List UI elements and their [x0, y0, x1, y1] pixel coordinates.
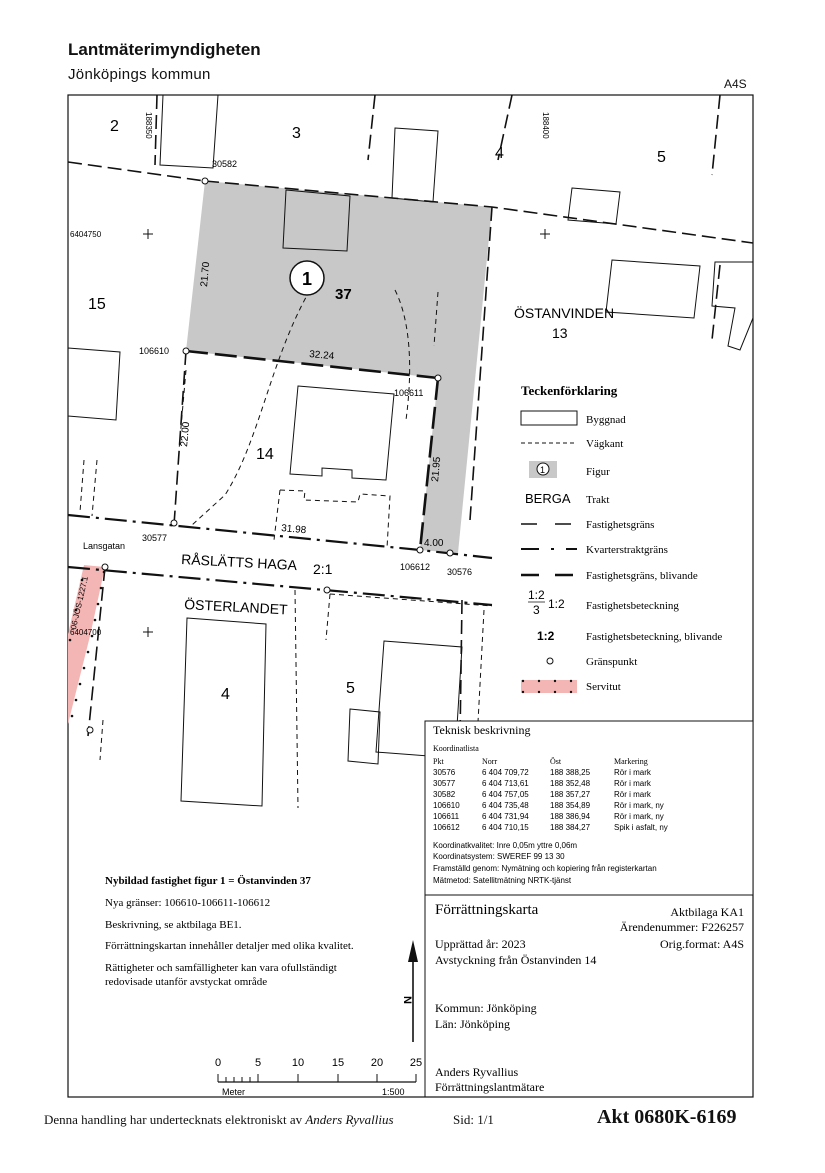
table-cell: 106611 [433, 812, 460, 821]
parcel-number: 15 [88, 296, 106, 313]
surveyor-role: Förrättningslantmätare [435, 1080, 545, 1094]
designation-bold-icon: 1:2 [537, 629, 555, 643]
surveyor-name: Anders Ryvallius [435, 1065, 519, 1079]
measurement-label: 32.24 [308, 349, 335, 363]
legend-title: Teckenförklaring [521, 383, 618, 398]
point-label: 106612 [400, 562, 431, 572]
boundary-point-icon [547, 658, 553, 664]
parcel-number: 14 [256, 446, 274, 463]
table-cell: 6 404 757,05 [482, 790, 529, 799]
block-name-middle: RÅSLÄTTS HAGA [180, 551, 298, 574]
table-cell: 188 357,27 [550, 790, 591, 799]
column-header: Pkt [433, 757, 444, 766]
block-number-middle: 2:1 [313, 561, 333, 577]
legend-label: Figur [586, 466, 610, 478]
case-description: Avstyckning från Östanvinden 14 [435, 953, 597, 967]
scale-bar [215, 1057, 422, 1097]
table-cell: Rör i mark [614, 779, 651, 788]
table-cell: 6 404 709,72 [482, 768, 529, 777]
scale-tick-label: 25 [409, 1057, 423, 1069]
info-rights: redovisade utanför avstyckat område [105, 976, 268, 988]
table-cell: Spik i asfalt, ny [614, 823, 668, 832]
easement-label: 06-JÖS-1227.1 [68, 575, 90, 631]
block-name-upper: ÖSTANVINDEN [514, 305, 615, 321]
measurement-label: 21.95 [430, 456, 444, 483]
measurement-label: 21.70 [199, 261, 213, 288]
north-arrow-icon [401, 940, 418, 1042]
year-label: Upprättad år: 2023 [435, 937, 526, 951]
coord-label-y-bottom: 6404700 [70, 628, 102, 637]
act-number: Akt 0680K-6169 [597, 1106, 737, 1128]
designation-text-icon: 1:2 [528, 588, 545, 602]
table-cell: 6 404 710,15 [482, 823, 529, 832]
parcel-number: 4 [221, 686, 230, 703]
coord-label-x-right: 188400 [541, 112, 550, 139]
scale-tick-label: 10 [291, 1057, 305, 1069]
table-cell: 106612 [433, 823, 460, 832]
building-outline-icon [521, 411, 577, 425]
table-cell: 188 384,27 [550, 823, 591, 832]
legend-label: Fastighetsgräns [586, 519, 655, 531]
table-cell: Rör i mark, ny [614, 812, 664, 821]
designation-text-bottom: 3 [533, 603, 540, 617]
point-label: 30576 [447, 567, 473, 577]
column-header: Markering [614, 757, 648, 766]
easement-fill-icon [521, 680, 577, 693]
scale-tick-label: 20 [370, 1057, 384, 1069]
block-name-lower: ÖSTERLANDET [183, 596, 289, 618]
measurement-label: 4.00 [424, 538, 444, 549]
legend-label: Fastighetsbeteckning [586, 600, 679, 612]
table-cell: 188 352,48 [550, 779, 591, 788]
column-header: Norr [482, 757, 498, 766]
figure-number: 1 [302, 269, 313, 289]
map-title: Förrättningskarta [435, 902, 539, 918]
technical-note: Mätmetod: Satellitmätning NRTK-tjänst [433, 876, 572, 885]
paper-format: A4S [724, 77, 747, 91]
measurement-label: 22.00 [179, 421, 193, 448]
parcel-number: 3 [292, 125, 301, 142]
new-boundaries [186, 351, 438, 550]
title-block [425, 895, 744, 1097]
info-borders: Nya gränser: 106610-106611-106612 [105, 897, 271, 909]
table-cell: 30576 [433, 768, 456, 777]
coord-list-title: Koordinatlista [433, 744, 479, 753]
legend-label: Fastighetsgräns, blivande [586, 570, 698, 582]
orig-format: Orig.format: A4S [660, 937, 744, 951]
technical-note: Framställd genom: Nymätning och kopiering från registerkartan [433, 864, 657, 873]
case-number: Ärendenummer: F226257 [619, 920, 744, 934]
table-cell: 188 386,94 [550, 812, 591, 821]
point-label: 106611 [394, 388, 424, 398]
scale-tick-label: 0 [214, 1057, 222, 1069]
designation-text-side: 1:2 [548, 597, 565, 611]
new-parcel-number: 37 [335, 286, 352, 303]
table-cell: 188 354,89 [550, 801, 591, 810]
scale-unit: Meter [222, 1087, 246, 1097]
legend [521, 383, 722, 693]
tract-text-icon: BERGA [525, 491, 571, 506]
table-cell: 106610 [433, 801, 460, 810]
technical-description [425, 721, 753, 895]
legend-label: Servitut [586, 681, 621, 693]
agency-name: Lantmäterimyndigheten [68, 40, 261, 59]
parcel-number: 5 [657, 149, 666, 166]
info-quality: Förrättningskartan innehåller detaljer med olika kvalitet. [105, 940, 354, 952]
table-cell: 6 404 735,48 [482, 801, 529, 810]
table-cell: 30582 [433, 790, 456, 799]
municipality-name: Jönköpings kommun [68, 66, 211, 83]
technical-title: Teknisk beskrivning [433, 723, 531, 737]
legend-label: Trakt [586, 494, 610, 506]
north-label: N [401, 996, 413, 1004]
scale-ratio: 1:500 [382, 1087, 405, 1097]
table-cell: 188 388,25 [550, 768, 591, 777]
info-rights: Rättigheter och samfälligheter kan vara ofullständigt [105, 962, 337, 974]
parcel-number: 2 [110, 118, 119, 135]
block-number-upper: 13 [552, 325, 568, 341]
parcel-number: 5 [346, 680, 355, 697]
scale-tick-label: 5 [254, 1057, 262, 1069]
legend-label: Gränspunkt [586, 656, 638, 668]
table-cell: Rör i mark, ny [614, 801, 664, 810]
scale-tick-label: 15 [331, 1057, 345, 1069]
table-cell: 6 404 713,61 [482, 779, 529, 788]
coord-label-x-left: 188350 [144, 112, 153, 139]
attachment-label: Aktbilaga KA1 [670, 905, 744, 919]
table-cell: Rör i mark [614, 768, 651, 777]
table-cell: 6 404 731,94 [482, 812, 529, 821]
signer-name: Anders Ryvallius [305, 1112, 394, 1127]
kommun-label: Kommun: Jönköping [435, 1001, 537, 1015]
technical-note: Koordinatkvalitet: Inre 0,05m yttre 0,06m [433, 841, 578, 850]
legend-symbol-text: 1 [540, 465, 546, 475]
point-label: 30577 [142, 533, 168, 543]
legend-label: Kvarterstraktgräns [586, 544, 668, 556]
parcel-number: 4 [495, 145, 504, 162]
legend-label: Fastighetsbeteckning, blivande [586, 631, 723, 643]
info-heading: Nybildad fastighet figur 1 = Östanvinden 37 [105, 875, 311, 887]
coord-label-y-top: 6404750 [70, 230, 102, 239]
technical-note: Koordinatsystem: SWEREF 99 13 30 [433, 852, 565, 861]
point-label: 106610 [139, 346, 170, 356]
lan-label: Län: Jönköping [435, 1017, 510, 1031]
info-description: Beskrivning, se aktbilaga BE1. [105, 919, 242, 931]
table-cell: Rör i mark [614, 790, 651, 799]
legend-label: Byggnad [586, 414, 626, 426]
signature-prefix: Denna handling har undertecknats elektroniskt av [44, 1112, 303, 1127]
street-name: Lansgatan [83, 541, 126, 551]
point-label: 30582 [212, 159, 238, 169]
measurement-label: 31.98 [280, 523, 307, 537]
legend-label: Vägkant [586, 438, 624, 450]
signature-note [44, 1112, 394, 1128]
column-header: Öst [550, 757, 562, 766]
page-indicator: Sid: 1/1 [453, 1112, 494, 1127]
table-cell: 30577 [433, 779, 456, 788]
info-block [105, 874, 354, 988]
